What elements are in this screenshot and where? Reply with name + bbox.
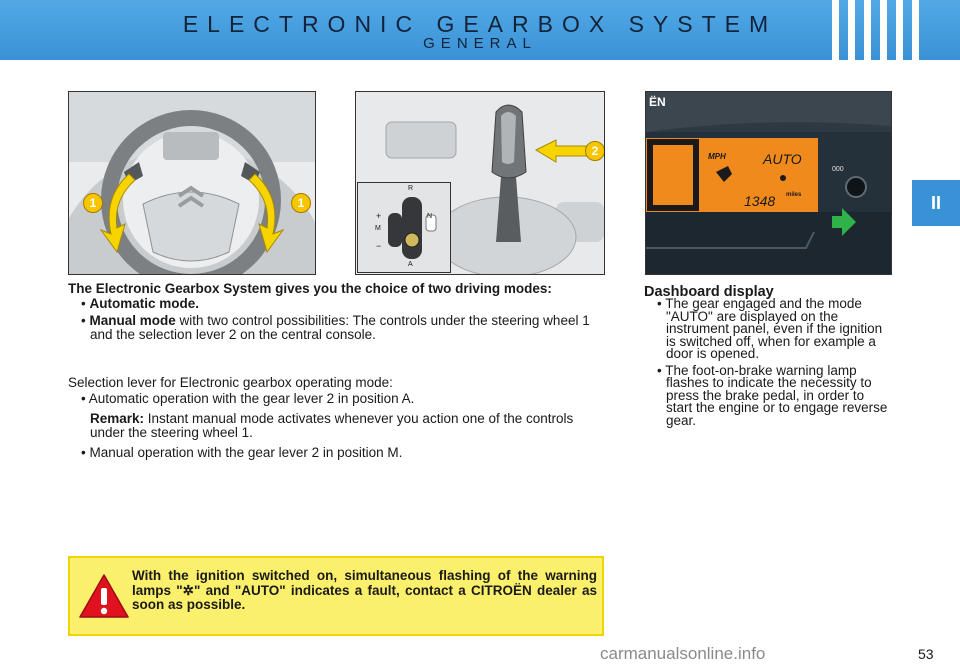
header-stripe bbox=[880, 0, 887, 60]
callout-badge-1-left: 1 bbox=[83, 193, 103, 213]
selection-item-auto: • Automatic operation with the gear lever 2 in position A. bbox=[81, 391, 415, 406]
selection-section bbox=[68, 376, 604, 460]
selection-item-manual: • Manual operation with the gear lever 2 in position M. bbox=[81, 445, 403, 460]
dashboard-mph: MPH bbox=[708, 152, 726, 161]
dashboard-display-heading: Dashboard display bbox=[644, 284, 774, 300]
page-subtitle: GENERAL bbox=[423, 35, 537, 52]
selection-lead: Selection lever for Electronic gearbox operating mode: bbox=[68, 375, 393, 390]
mode-item-manual-text: with two control possibilities: The controls under the steering wheel 1 and the selection lever 2 on the central console. bbox=[90, 313, 590, 342]
dashboard-brand: ËN bbox=[649, 95, 666, 109]
gate-label-r: R bbox=[408, 185, 414, 192]
mode-item-manual: • Manual mode with two control possibilities: The controls under the steering wheel 1 and the selection lever 2 on the central console. bbox=[81, 313, 590, 342]
dashboard-display-item-text: The foot-on-brake warning lamp flashes to indicate the necessity to press the brake pedal, in order to start the engine or to engage reverse gear. bbox=[665, 362, 888, 428]
dashboard-display-item-text: The gear engaged and the mode "AUTO" are displayed on the instrument panel, even if the ignition is switched off, when for example a door is opened. bbox=[665, 296, 883, 361]
dashboard-trip: 000 bbox=[832, 166, 844, 173]
gate-label-a: A bbox=[408, 261, 413, 268]
warning-text: With the ignition switched on, simultaneous flashing of the warning lamps "✲" and "AUTO" indicates a fault, contact a CITROËN dealer as soon as possible. bbox=[132, 568, 597, 612]
header-stripe bbox=[864, 0, 871, 60]
header-stripe bbox=[848, 0, 855, 60]
gate-label-plus: + bbox=[376, 211, 382, 221]
callout-badge-1-right: 1 bbox=[291, 193, 311, 213]
steering-wheel-illustration bbox=[69, 92, 315, 274]
header-stripe bbox=[896, 0, 903, 60]
header-stripe bbox=[832, 0, 839, 60]
selection-remark bbox=[68, 412, 604, 440]
dashboard-mileage: 1348 bbox=[744, 193, 776, 209]
selection-remark-label: Remark: bbox=[90, 411, 145, 426]
gate-label-n: N bbox=[427, 213, 433, 220]
gear-gate-inset bbox=[357, 182, 451, 273]
selection-remark-text: Instant manual mode activates whenever you action one of the controls under the steering wheel 1. bbox=[90, 411, 574, 440]
warning-box bbox=[68, 556, 604, 636]
intro-text: The Electronic Gearbox System gives you the choice of two driving modes: bbox=[68, 281, 552, 296]
dashboard-figure bbox=[645, 91, 892, 275]
gate-label-minus: − bbox=[376, 241, 382, 251]
selection-item-auto-text: Automatic operation with the gear lever 2 in position A. bbox=[88, 391, 415, 406]
mode-item-manual-label: Manual mode bbox=[89, 313, 176, 328]
intro-section bbox=[68, 282, 604, 342]
gear-gate-illustration bbox=[358, 183, 450, 272]
dashboard-display-list bbox=[652, 298, 892, 431]
dashboard-illustration bbox=[646, 92, 891, 274]
dashboard-display-item: • The gear engaged and the mode "AUTO" are displayed on the instrument panel, even if the ignition is switched off, when for example a door is opened. bbox=[657, 296, 883, 361]
callout-badge-2: 2 bbox=[585, 141, 605, 161]
warning-triangle-icon bbox=[78, 573, 130, 619]
mode-item-automatic: • Automatic mode. bbox=[81, 296, 199, 311]
selection-item-manual-text: Manual operation with the gear lever 2 in position M. bbox=[89, 445, 403, 460]
dashboard-auto-indicator: AUTO bbox=[763, 151, 802, 167]
steering-wheel-figure bbox=[68, 91, 316, 275]
watermark: carmanualsonline.info bbox=[600, 644, 766, 663]
gear-lever-figure bbox=[355, 91, 605, 275]
page-title: ELECTRONIC GEARBOX SYSTEM bbox=[182, 11, 778, 37]
page-header bbox=[0, 0, 960, 60]
dashboard-display-item: • The foot-on-brake warning lamp flashes to indicate the necessity to press the brake pedal, in order to start the engine or to engage reverse gear. bbox=[657, 362, 888, 428]
chapter-tab[interactable]: II bbox=[912, 180, 960, 226]
mode-item-automatic-label: Automatic mode. bbox=[89, 296, 199, 311]
dashboard-miles-unit: miles bbox=[786, 192, 802, 198]
header-stripe bbox=[912, 0, 919, 60]
gate-label-m: M bbox=[375, 225, 381, 232]
page-number: 53 bbox=[918, 646, 934, 662]
